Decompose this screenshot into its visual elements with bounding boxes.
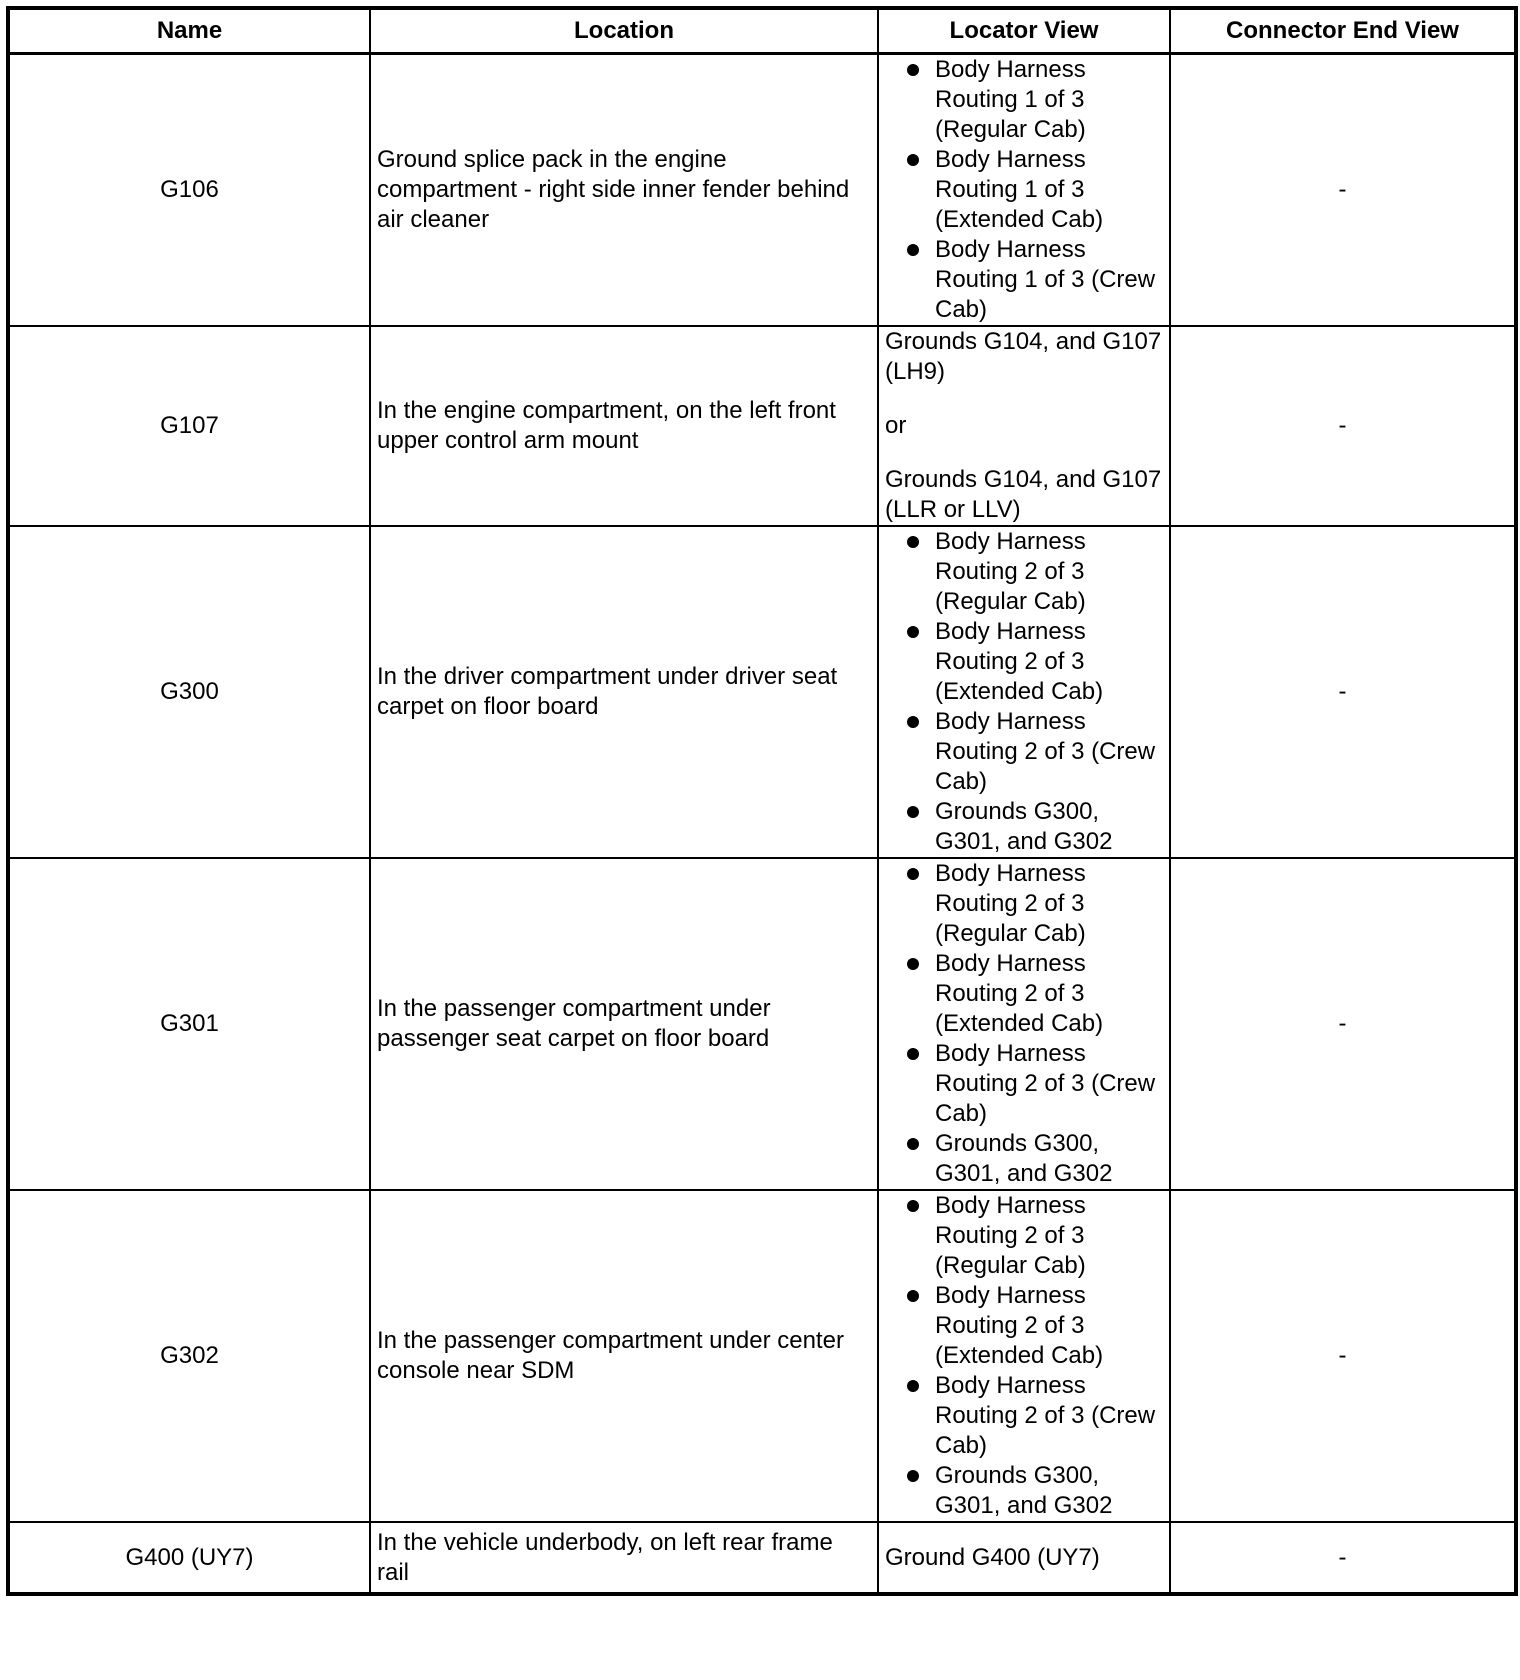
ground-location: Ground splice pack in the engine compartment - right side inner fender behind air cleaner	[370, 54, 878, 327]
ground-location: In the passenger compartment under center console near SDM	[370, 1190, 878, 1522]
ground-name: G300	[8, 526, 370, 858]
locator-item: Body Harness Routing 2 of 3 (Crew Cab)	[935, 1371, 1163, 1461]
ground-location: In the engine compartment, on the left front upper control arm mount	[370, 326, 878, 526]
locator-item: Body Harness Routing 1 of 3 (Extended Cab)	[935, 145, 1163, 235]
locator-view	[878, 54, 1170, 327]
ground-name: G106	[8, 54, 370, 327]
locator-text: Grounds G104, and G107 (LLR or LLV)	[885, 466, 1162, 523]
locator-item: Body Harness Routing 2 of 3 (Regular Cab)	[935, 1191, 1163, 1281]
header-name: Name	[8, 8, 370, 54]
locator-item: Body Harness Routing 1 of 3 (Regular Cab)	[935, 55, 1163, 145]
locator-item: Body Harness Routing 2 of 3 (Extended Cab)	[935, 949, 1163, 1039]
table-row	[8, 1190, 1516, 1522]
ground-location: In the passenger compartment under passenger seat carpet on floor board	[370, 858, 878, 1190]
connector-end-view: -	[1170, 858, 1516, 1190]
locator-item: Body Harness Routing 2 of 3 (Crew Cab)	[935, 707, 1163, 797]
locator-view	[878, 858, 1170, 1190]
locator-text: or	[885, 412, 907, 439]
ground-location: In the driver compartment under driver seat carpet on floor board	[370, 526, 878, 858]
table-row	[8, 326, 1516, 526]
locator-item: Body Harness Routing 2 of 3 (Regular Cab)	[935, 527, 1163, 617]
header-connector-end-view: Connector End View	[1170, 8, 1516, 54]
locator-view	[878, 1522, 1170, 1594]
locator-item: Grounds G300, G301, and G302	[935, 1129, 1163, 1189]
header-row	[8, 8, 1516, 54]
ground-name: G400 (UY7)	[8, 1522, 370, 1594]
locator-item: Body Harness Routing 1 of 3 (Crew Cab)	[935, 235, 1163, 325]
locator-item: Body Harness Routing 2 of 3 (Extended Cab)	[935, 617, 1163, 707]
locator-item: Grounds G300, G301, and G302	[935, 797, 1163, 857]
connector-end-view: -	[1170, 1522, 1516, 1594]
locator-text: Grounds G104, and G107 (LH9)	[885, 328, 1162, 385]
locator-view	[878, 1190, 1170, 1522]
ground-locations-table	[6, 6, 1518, 1596]
connector-end-view: -	[1170, 54, 1516, 327]
connector-end-view: -	[1170, 526, 1516, 858]
ground-name: G302	[8, 1190, 370, 1522]
table-row	[8, 54, 1516, 327]
connector-end-view: -	[1170, 326, 1516, 526]
locator-item: Body Harness Routing 2 of 3 (Extended Cab)	[935, 1281, 1163, 1371]
locator-item: Body Harness Routing 2 of 3 (Crew Cab)	[935, 1039, 1163, 1129]
ground-name: G301	[8, 858, 370, 1190]
header-location: Location	[370, 8, 878, 54]
locator-view	[878, 326, 1170, 526]
connector-end-view: -	[1170, 1190, 1516, 1522]
header-locator-view: Locator View	[878, 8, 1170, 54]
table-row	[8, 526, 1516, 858]
locator-item: Grounds G300, G301, and G302	[935, 1461, 1163, 1521]
ground-location: In the vehicle underbody, on left rear frame rail	[370, 1522, 878, 1594]
locator-view	[878, 526, 1170, 858]
table-row	[8, 1522, 1516, 1594]
ground-name: G107	[8, 326, 370, 526]
locator-text: Ground G400 (UY7)	[885, 1543, 1100, 1571]
table-row	[8, 858, 1516, 1190]
locator-item: Body Harness Routing 2 of 3 (Regular Cab)	[935, 859, 1163, 949]
